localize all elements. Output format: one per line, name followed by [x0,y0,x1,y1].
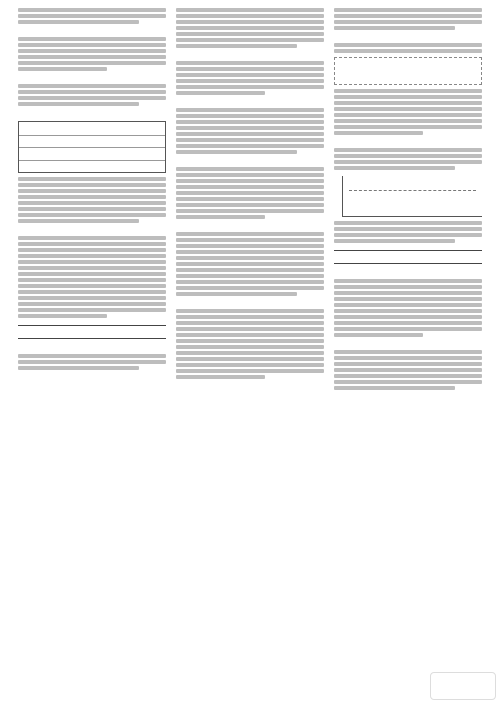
watermark-logo [430,672,496,700]
answer-entry [18,344,166,370]
answer-entry [334,138,482,243]
column-middle [176,8,324,672]
answer-entry [176,8,324,48]
column-right [334,8,482,672]
answer-entry [176,98,324,154]
answer-entry [176,51,324,95]
answer-table [18,121,166,173]
answer-entry [18,27,166,71]
answer-entry [334,269,482,337]
answer-entry [18,8,166,24]
answer-key-page [18,8,482,672]
answer-entry [18,74,166,106]
column-left [18,8,166,672]
page-number [0,680,500,696]
answer-entry [176,157,324,219]
answer-entry [176,299,324,379]
answer-graph [342,176,482,217]
answer-entry [18,109,166,223]
answer-diagram [334,57,482,85]
section-heading [18,325,166,339]
answer-entry [334,340,482,390]
section-heading [334,250,482,264]
answer-entry [334,8,482,30]
answer-entry [18,226,166,318]
page-columns [18,8,482,672]
answer-entry [334,33,482,135]
answer-entry [176,222,324,296]
